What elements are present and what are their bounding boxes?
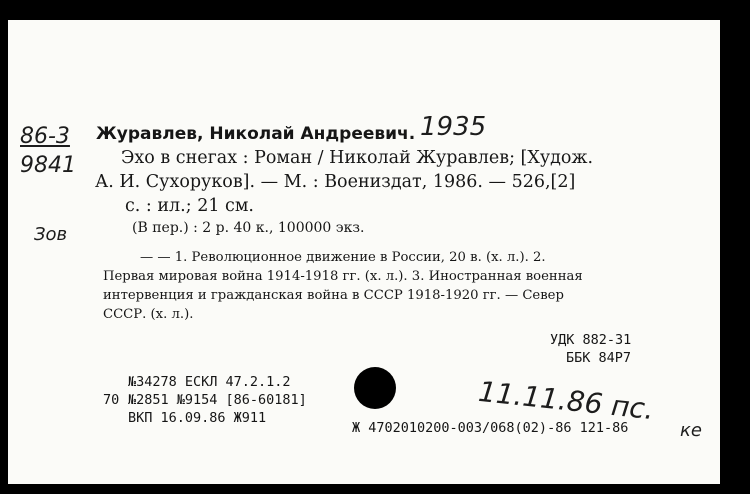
registry-prefix: 70 (103, 392, 120, 408)
registry-line-3: ВКП 16.09.86 Ж911 (128, 410, 267, 426)
call-number-top: 86-3 (20, 124, 70, 149)
registry-line-1: №34278 ЕСКЛ 47.2.1.2 (128, 374, 291, 390)
subject-line: — — 1. Революционное движение в России, 20 в. (х. л.). 2. (140, 250, 546, 265)
price-line: (В пер.) : 2 р. 40 к., 100000 экз. (132, 220, 365, 236)
publication-line: А. И. Сухоруков]. — М. : Воениздат, 1986. — 526,[2] (95, 172, 576, 192)
punch-hole (354, 367, 396, 409)
physical-description: с. : ил.; 21 см. (125, 196, 254, 216)
udk-code: УДК 882-31 (550, 332, 632, 348)
call-number-bottom: 9841 (20, 153, 76, 178)
handwritten-mark: Зов (34, 224, 68, 245)
subject-line: интервенция и гражданская война в СССР 1918-1920 гг. — Север (103, 288, 564, 303)
bbk-code: ББК 84Р7 (566, 350, 632, 366)
handwritten-date: 11.11.86 пс. (476, 374, 656, 427)
handwritten-initials: ке (680, 420, 702, 441)
footer-code: Ж 4702010200-003/068(02)-86 121-86 (352, 420, 629, 436)
subject-line: Первая мировая война 1914-1918 гг. (х. л.). 3. Иностранная военная (103, 269, 583, 284)
subject-line: СССР. (х. л.). (103, 307, 194, 322)
author-heading: Журавлев, Николай Андреевич. (96, 124, 416, 144)
registry-line-2: №2851 №9154 [86-60181] (128, 392, 307, 408)
handwritten-year: 1935 (420, 112, 487, 142)
title-line: Эхо в снегах : Роман / Николай Журавлев; [Худож. (121, 148, 594, 168)
